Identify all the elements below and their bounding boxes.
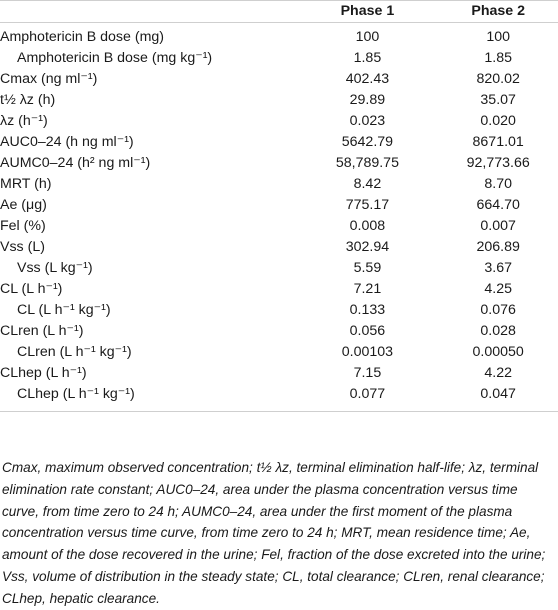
phase-1-value: 7.15 <box>353 365 382 381</box>
table-row <box>0 216 558 237</box>
table-row <box>0 342 558 363</box>
row-label: t½ λz (h) <box>0 92 56 108</box>
table-row <box>0 195 558 216</box>
phase-2-value: 8671.01 <box>472 134 524 150</box>
header-parameter <box>0 1 296 23</box>
row-label: CLhep (L h⁻¹ kg⁻¹) <box>17 386 135 402</box>
phase-2-value: 8.70 <box>484 176 512 192</box>
row-label: Vss (L kg⁻¹) <box>17 260 93 276</box>
phase-1-value: 8.42 <box>353 176 382 192</box>
row-label: Fel (%) <box>0 218 46 234</box>
phase-2-value: 4.25 <box>484 281 512 297</box>
phase-1-value: 0.077 <box>349 386 386 402</box>
row-label: Vss (L) <box>0 239 45 255</box>
table-body <box>0 23 558 412</box>
phase-1-value: 5642.79 <box>341 134 394 150</box>
phase-2-value: 4.22 <box>484 365 512 381</box>
header-phase-1: Phase 1 <box>340 3 395 19</box>
phase-2-value: 1.85 <box>484 50 512 66</box>
table-row <box>0 237 558 258</box>
table-row <box>0 153 558 174</box>
table-row <box>0 363 558 384</box>
phase-2-value: 92,773.66 <box>466 155 530 171</box>
table-row <box>0 279 558 300</box>
table-row <box>0 174 558 195</box>
phase-2-value: 0.047 <box>480 386 516 402</box>
table-row <box>0 23 558 49</box>
phase-1-value: 58,789.75 <box>335 155 399 171</box>
phase-1-value: 0.008 <box>349 218 386 234</box>
phase-1-value: 29.89 <box>349 92 386 108</box>
phase-2-value: 0.028 <box>480 323 516 339</box>
phase-1-value: 775.17 <box>345 197 390 213</box>
phase-2-value: 100 <box>486 29 511 45</box>
row-label: AUMC0–24 (h² ng ml⁻¹) <box>0 155 151 171</box>
phase-2-value: 0.020 <box>480 113 516 129</box>
header-row <box>0 1 558 23</box>
row-label: CLren (L h⁻¹) <box>0 323 84 339</box>
row-label: AUC0–24 (h ng ml⁻¹) <box>0 134 134 150</box>
phase-1-value: 0.133 <box>349 302 386 318</box>
table-footnote: Cmax, maximum observed concentration; t½ λz, terminal elimination half-life; λz, terminal elimination rate constant; AUC0–24, area under the plasma concentration versus time curve, from time zero to 24 h; AUMC0–24, area under the first moment of the plasma concentration versus time curve, from time zero to 24 h; MRT, mean residence time; Ae, amount of the dose recovered in the urine; Fel, fraction of the dose excreted into the urine; Vss, volume of distribution in the steady state; CL, total clearance; CLren, renal clearance; CLhep, hepatic clearance. <box>2 460 546 606</box>
row-label: Cmax (ng ml⁻¹) <box>0 71 98 87</box>
table-row <box>0 321 558 342</box>
phase-1-value: 1.85 <box>353 50 382 66</box>
table-row <box>0 48 558 69</box>
phase-1-value: 7.21 <box>353 281 382 297</box>
table-row <box>0 132 558 153</box>
phase-2-value: 0.076 <box>480 302 516 318</box>
row-label: Amphotericin B dose (mg) <box>0 29 165 45</box>
header-phase-2: Phase 2 <box>471 3 525 19</box>
phase-1-value: 402.43 <box>345 71 390 87</box>
phase-2-value: 664.70 <box>476 197 520 213</box>
row-label: CL (L h⁻¹ kg⁻¹) <box>17 302 111 318</box>
phase-1-value: 0.023 <box>349 113 386 129</box>
row-label: CL (L h⁻¹) <box>0 281 63 297</box>
row-label: CLren (L h⁻¹ kg⁻¹) <box>17 344 132 360</box>
table-row <box>0 384 558 412</box>
table-row <box>0 258 558 279</box>
phase-2-value: 3.67 <box>484 260 512 276</box>
table-row <box>0 69 558 90</box>
table-row <box>0 111 558 132</box>
table-row <box>0 90 558 111</box>
phase-2-value: 0.00050 <box>472 344 524 360</box>
table-header <box>0 1 558 23</box>
row-label: λz (h⁻¹) <box>0 113 48 129</box>
row-label: Amphotericin B dose (mg kg⁻¹) <box>17 50 213 66</box>
phase-1-value: 5.59 <box>353 260 382 276</box>
phase-1-value: 302.94 <box>345 239 390 255</box>
phase-1-value: 0.00103 <box>341 344 394 360</box>
phase-2-value: 0.007 <box>480 218 516 234</box>
row-label: Ae (μg) <box>0 197 47 213</box>
phase-1-value: 0.056 <box>349 323 386 339</box>
row-label: CLhep (L h⁻¹) <box>0 365 87 381</box>
table-row <box>0 300 558 321</box>
phase-2-value: 820.02 <box>476 71 520 87</box>
phase-2-value: 206.89 <box>476 239 520 255</box>
phase-1-value: 100 <box>355 29 380 45</box>
row-label: MRT (h) <box>0 176 52 192</box>
phase-2-value: 35.07 <box>480 92 516 108</box>
